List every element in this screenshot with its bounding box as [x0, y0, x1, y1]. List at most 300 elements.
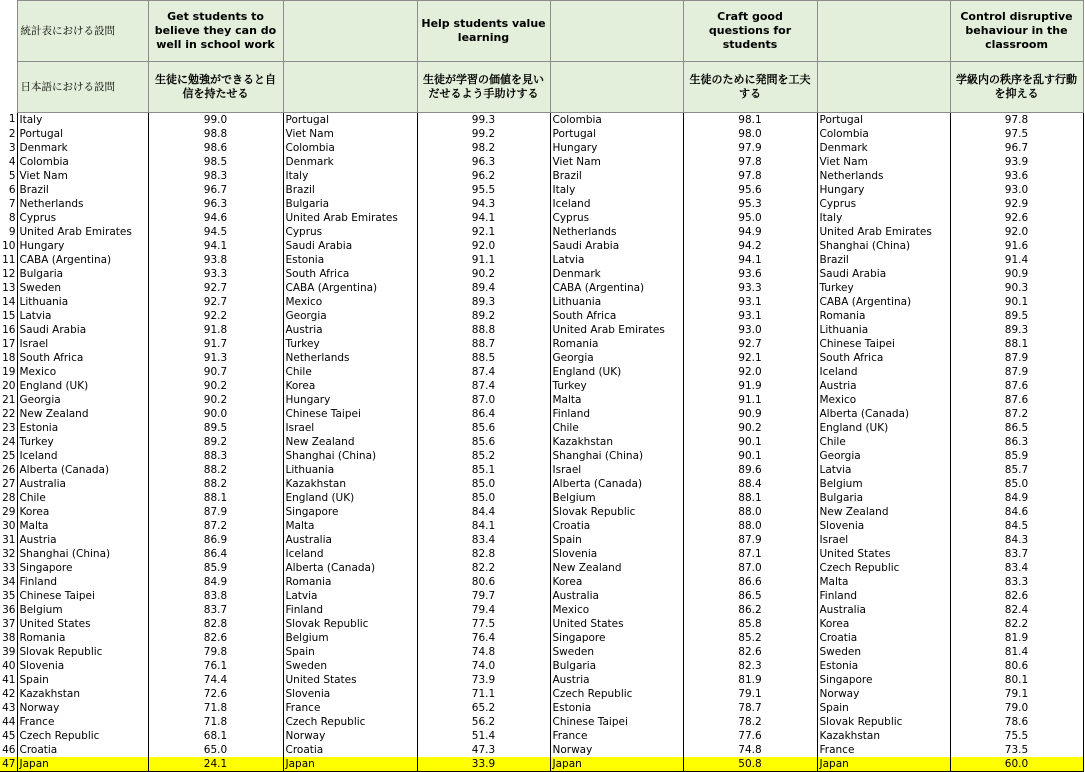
- country-col4: Belgium: [817, 477, 950, 491]
- table-row: [0, 281, 1083, 295]
- row-number: 44: [2, 715, 16, 728]
- table-row: [0, 617, 1083, 631]
- value-col1: 72.6: [148, 687, 283, 701]
- value-col2: 94.3: [417, 197, 550, 211]
- country-col1: Mexico: [17, 365, 148, 379]
- country-col1: Estonia: [17, 421, 148, 435]
- country-col3: Shanghai (China): [550, 449, 683, 463]
- value-col3: 79.1: [683, 687, 817, 701]
- row-label-japanese: 日本語における設問: [17, 62, 148, 113]
- value-col2: 88.5: [417, 351, 550, 365]
- country-col1: Netherlands: [17, 197, 148, 211]
- value-col2: 56.2: [417, 715, 550, 729]
- country-col2: Slovak Republic: [283, 617, 417, 631]
- table-row: [0, 379, 1083, 393]
- value-col3: 77.6: [683, 729, 817, 743]
- country-col3: Croatia: [550, 519, 683, 533]
- country-col4: Kazakhstan: [817, 729, 950, 743]
- row-number: 27: [2, 477, 16, 490]
- country-col1: Spain: [17, 673, 148, 687]
- country-col2: Estonia: [283, 253, 417, 267]
- row-number: 7: [8, 197, 16, 210]
- value-col1: 88.3: [148, 449, 283, 463]
- country-col3: Korea: [550, 575, 683, 589]
- table-row: [0, 309, 1083, 323]
- row-number: 12: [2, 267, 16, 280]
- row-number: 32: [2, 547, 16, 560]
- value-col1: 82.6: [148, 631, 283, 645]
- row-number: 16: [2, 323, 16, 336]
- country-col2: United Arab Emirates: [283, 211, 417, 225]
- value-col2: 99.3: [417, 113, 550, 128]
- header-row-ja: [0, 62, 1083, 113]
- country-col2: Kazakhstan: [283, 477, 417, 491]
- country-col2: Iceland: [283, 547, 417, 561]
- row-number: 24: [2, 435, 16, 448]
- value-col3: 97.9: [683, 141, 817, 155]
- value-col4: 84.3: [950, 533, 1083, 547]
- value-col1: 98.6: [148, 141, 283, 155]
- value-col3: 82.6: [683, 645, 817, 659]
- country-col1: England (UK): [17, 379, 148, 393]
- country-col3: United States: [550, 617, 683, 631]
- country-col2: Lithuania: [283, 463, 417, 477]
- value-col1: 92.2: [148, 309, 283, 323]
- country-col3: CABA (Argentina): [550, 281, 683, 295]
- country-col4: Chinese Taipei: [817, 337, 950, 351]
- table-row: [0, 337, 1083, 351]
- country-col1: Georgia: [17, 393, 148, 407]
- value-col2: 99.2: [417, 127, 550, 141]
- header-row-en: [0, 1, 1083, 62]
- country-col4: United States: [817, 547, 950, 561]
- table-row: [0, 561, 1083, 575]
- value-col1: 94.6: [148, 211, 283, 225]
- row-number: 9: [8, 225, 16, 238]
- country-col1: Colombia: [17, 155, 148, 169]
- value-col4: 84.5: [950, 519, 1083, 533]
- value-col1: 98.8: [148, 127, 283, 141]
- value-col2: 94.1: [417, 211, 550, 225]
- country-col2: Chile: [283, 365, 417, 379]
- value-col3: 93.1: [683, 309, 817, 323]
- country-col1: France: [17, 715, 148, 729]
- table-row: [0, 547, 1083, 561]
- table-row: [0, 477, 1083, 491]
- table-row: [0, 463, 1083, 477]
- country-col3: Bulgaria: [550, 659, 683, 673]
- row-number: 10: [2, 239, 16, 252]
- country-col4: Romania: [817, 309, 950, 323]
- value-col4: 83.7: [950, 547, 1083, 561]
- value-col2: 89.3: [417, 295, 550, 309]
- country-col3: Viet Nam: [550, 155, 683, 169]
- value-col4: 93.9: [950, 155, 1083, 169]
- row-number: 21: [2, 393, 16, 406]
- country-col1: Romania: [17, 631, 148, 645]
- value-col1: 65.0: [148, 743, 283, 757]
- country-col1: United Arab Emirates: [17, 225, 148, 239]
- table-row: [0, 645, 1083, 659]
- country-col3: Denmark: [550, 267, 683, 281]
- country-col4: Lithuania: [817, 323, 950, 337]
- value-col2: 84.1: [417, 519, 550, 533]
- country-col1: Czech Republic: [17, 729, 148, 743]
- country-col4: Turkey: [817, 281, 950, 295]
- country-col3: Brazil: [550, 169, 683, 183]
- value-col4: 81.9: [950, 631, 1083, 645]
- country-col2: Mexico: [283, 295, 417, 309]
- value-col4: 84.6: [950, 505, 1083, 519]
- value-col2: 87.0: [417, 393, 550, 407]
- value-col1: 82.8: [148, 617, 283, 631]
- value-col4: 83.3: [950, 575, 1083, 589]
- value-col2: 77.5: [417, 617, 550, 631]
- value-col1: 71.8: [148, 701, 283, 715]
- table-row: [0, 141, 1083, 155]
- row-number: 34: [2, 575, 16, 588]
- value-col3: 93.3: [683, 281, 817, 295]
- value-col4: 82.6: [950, 589, 1083, 603]
- value-col4: 93.6: [950, 169, 1083, 183]
- country-col3: Portugal: [550, 127, 683, 141]
- value-col3: 98.1: [683, 113, 817, 128]
- value-col3: 90.9: [683, 407, 817, 421]
- country-col4: Brazil: [817, 253, 950, 267]
- row-number: 2: [8, 127, 16, 140]
- value-col1: 86.9: [148, 533, 283, 547]
- value-col4: 86.3: [950, 435, 1083, 449]
- value-col2: 82.8: [417, 547, 550, 561]
- row-number: 26: [2, 463, 16, 476]
- value-col3: 87.9: [683, 533, 817, 547]
- value-col2: 83.4: [417, 533, 550, 547]
- value-col3: 97.8: [683, 155, 817, 169]
- country-col3: Mexico: [550, 603, 683, 617]
- value-col3: 88.0: [683, 505, 817, 519]
- value-col1: 93.8: [148, 253, 283, 267]
- value-col1: 85.9: [148, 561, 283, 575]
- country-col2: New Zealand: [283, 435, 417, 449]
- country-col4: Portugal: [817, 113, 950, 128]
- value-col4: 97.5: [950, 127, 1083, 141]
- value-col4: 83.4: [950, 561, 1083, 575]
- country-col1: Portugal: [17, 127, 148, 141]
- value-col1: 68.1: [148, 729, 283, 743]
- value-col4: 96.7: [950, 141, 1083, 155]
- country-col4: Hungary: [817, 183, 950, 197]
- value-col4: 90.3: [950, 281, 1083, 295]
- country-col3: Hungary: [550, 141, 683, 155]
- header-ja-col4: 学級内の秩序を乱す行動を抑える: [950, 62, 1083, 113]
- value-col3: 98.0: [683, 127, 817, 141]
- value-col3: 86.2: [683, 603, 817, 617]
- row-number: 47: [0, 757, 17, 772]
- country-col3: Czech Republic: [550, 687, 683, 701]
- country-col3: Chile: [550, 421, 683, 435]
- row-number: 46: [2, 743, 16, 756]
- table-row: [0, 211, 1083, 225]
- value-col3: 81.9: [683, 673, 817, 687]
- value-col1: 87.2: [148, 519, 283, 533]
- row-number: 11: [2, 253, 16, 266]
- table-row: [0, 197, 1083, 211]
- value-col4: 91.6: [950, 239, 1083, 253]
- row-number: 42: [2, 687, 16, 700]
- table-row: [0, 393, 1083, 407]
- value-col1: 99.0: [148, 113, 283, 128]
- table-row: [0, 113, 1083, 128]
- country-col3: Singapore: [550, 631, 683, 645]
- country-col1: Latvia: [17, 309, 148, 323]
- value-col2: 85.6: [417, 435, 550, 449]
- header-en-col1: Get students to believe they can do well in school work: [148, 1, 283, 62]
- table-row: [0, 533, 1083, 547]
- value-col2: 87.4: [417, 379, 550, 393]
- value-col3: 92.7: [683, 337, 817, 351]
- country-col1: Malta: [17, 519, 148, 533]
- header-ja-col3: 生徒のために発問を工夫する: [683, 62, 817, 113]
- row-number: 19: [2, 365, 16, 378]
- row-number: 39: [2, 645, 16, 658]
- table-row: [0, 659, 1083, 673]
- value-col2: 85.2: [417, 449, 550, 463]
- table-row: [0, 519, 1083, 533]
- country-col2: Romania: [283, 575, 417, 589]
- row-number: 18: [2, 351, 16, 364]
- row-number: 17: [2, 337, 16, 350]
- value-col3: 86.6: [683, 575, 817, 589]
- value-col1: 86.4: [148, 547, 283, 561]
- country-col2: Israel: [283, 421, 417, 435]
- value-col1: 83.7: [148, 603, 283, 617]
- country-col1: New Zealand: [17, 407, 148, 421]
- table-row: [0, 169, 1083, 183]
- value-col4: 92.6: [950, 211, 1083, 225]
- value-col3: 85.2: [683, 631, 817, 645]
- value-col2: 85.6: [417, 421, 550, 435]
- value-col2: 91.1: [417, 253, 550, 267]
- country-col4: Australia: [817, 603, 950, 617]
- country-col2: Austria: [283, 323, 417, 337]
- country-col2: Denmark: [283, 155, 417, 169]
- table-row: [0, 757, 1083, 772]
- value-col4: 79.1: [950, 687, 1083, 701]
- country-col4: Denmark: [817, 141, 950, 155]
- value-col2: 85.0: [417, 477, 550, 491]
- value-col2: 82.2: [417, 561, 550, 575]
- country-col2: Cyprus: [283, 225, 417, 239]
- value-col4: 78.6: [950, 715, 1083, 729]
- country-col3: Latvia: [550, 253, 683, 267]
- value-col1: 24.1: [148, 757, 283, 772]
- country-col1: Bulgaria: [17, 267, 148, 281]
- country-col2: Viet Nam: [283, 127, 417, 141]
- country-col4: Shanghai (China): [817, 239, 950, 253]
- value-col3: 82.3: [683, 659, 817, 673]
- value-col2: 96.3: [417, 155, 550, 169]
- country-col2: Norway: [283, 729, 417, 743]
- table-row: [0, 421, 1083, 435]
- country-col1: Shanghai (China): [17, 547, 148, 561]
- country-col3: Austria: [550, 673, 683, 687]
- value-col4: 81.4: [950, 645, 1083, 659]
- value-col2: 96.2: [417, 169, 550, 183]
- country-col1: Japan: [17, 757, 148, 772]
- row-number: 8: [8, 211, 16, 224]
- value-col1: 92.7: [148, 295, 283, 309]
- value-col2: 47.3: [417, 743, 550, 757]
- table-row: [0, 239, 1083, 253]
- value-col1: 91.7: [148, 337, 283, 351]
- country-col1: Alberta (Canada): [17, 463, 148, 477]
- country-col2: Czech Republic: [283, 715, 417, 729]
- value-col3: 94.1: [683, 253, 817, 267]
- country-col2: Portugal: [283, 113, 417, 128]
- country-col3: Belgium: [550, 491, 683, 505]
- country-col1: Viet Nam: [17, 169, 148, 183]
- country-col2: Saudi Arabia: [283, 239, 417, 253]
- value-col1: 90.7: [148, 365, 283, 379]
- header-en-col4: Control disruptive behaviour in the classroom: [950, 1, 1083, 62]
- country-col3: Chinese Taipei: [550, 715, 683, 729]
- country-col3: Sweden: [550, 645, 683, 659]
- value-col4: 92.0: [950, 225, 1083, 239]
- value-col4: 73.5: [950, 743, 1083, 757]
- value-col3: 50.8: [683, 757, 817, 772]
- country-col3: France: [550, 729, 683, 743]
- value-col1: 94.1: [148, 239, 283, 253]
- country-col4: Austria: [817, 379, 950, 393]
- country-col2: Alberta (Canada): [283, 561, 417, 575]
- country-col1: Sweden: [17, 281, 148, 295]
- value-col2: 89.4: [417, 281, 550, 295]
- country-col1: Turkey: [17, 435, 148, 449]
- value-col2: 85.0: [417, 491, 550, 505]
- country-col1: Chinese Taipei: [17, 589, 148, 603]
- country-col3: Alberta (Canada): [550, 477, 683, 491]
- value-col4: 97.8: [950, 113, 1083, 128]
- row-number: 3: [8, 141, 16, 154]
- table-row: [0, 365, 1083, 379]
- country-col4: Slovenia: [817, 519, 950, 533]
- value-col1: 98.5: [148, 155, 283, 169]
- country-col1: Belgium: [17, 603, 148, 617]
- value-col1: 90.2: [148, 379, 283, 393]
- country-col1: Iceland: [17, 449, 148, 463]
- country-col4: Alberta (Canada): [817, 407, 950, 421]
- value-col3: 93.0: [683, 323, 817, 337]
- country-col1: Korea: [17, 505, 148, 519]
- value-col1: 87.9: [148, 505, 283, 519]
- row-number: 35: [2, 589, 16, 602]
- country-col1: Croatia: [17, 743, 148, 757]
- value-col4: 85.7: [950, 463, 1083, 477]
- table-row: [0, 155, 1083, 169]
- country-col1: Norway: [17, 701, 148, 715]
- row-number: 31: [2, 533, 16, 546]
- row-number: 45: [2, 729, 16, 742]
- value-col1: 93.3: [148, 267, 283, 281]
- table-row: [0, 603, 1083, 617]
- value-col4: 93.0: [950, 183, 1083, 197]
- value-col2: 92.0: [417, 239, 550, 253]
- country-col1: Denmark: [17, 141, 148, 155]
- table-row: [0, 323, 1083, 337]
- country-col2: Netherlands: [283, 351, 417, 365]
- country-col4: Singapore: [817, 673, 950, 687]
- table-row: [0, 575, 1083, 589]
- value-col2: 88.8: [417, 323, 550, 337]
- value-col1: 89.5: [148, 421, 283, 435]
- country-col1: Austria: [17, 533, 148, 547]
- value-col2: 92.1: [417, 225, 550, 239]
- row-number: 6: [8, 183, 16, 196]
- value-col1: 98.3: [148, 169, 283, 183]
- value-col3: 87.1: [683, 547, 817, 561]
- row-number: 33: [2, 561, 16, 574]
- country-col2: Shanghai (China): [283, 449, 417, 463]
- value-col2: 65.2: [417, 701, 550, 715]
- country-col2: England (UK): [283, 491, 417, 505]
- country-col3: Japan: [550, 757, 683, 772]
- table-row: [0, 225, 1083, 239]
- table-row: [0, 729, 1083, 743]
- country-col1: Brazil: [17, 183, 148, 197]
- table-row: [0, 715, 1083, 729]
- country-col4: Georgia: [817, 449, 950, 463]
- row-label-stats: 統計表における設問: [17, 1, 148, 62]
- value-col2: 80.6: [417, 575, 550, 589]
- value-col1: 90.0: [148, 407, 283, 421]
- country-col4: New Zealand: [817, 505, 950, 519]
- country-col4: Norway: [817, 687, 950, 701]
- value-col1: 88.2: [148, 463, 283, 477]
- country-col2: Hungary: [283, 393, 417, 407]
- value-col1: 71.8: [148, 715, 283, 729]
- country-col2: Singapore: [283, 505, 417, 519]
- value-col4: 79.0: [950, 701, 1083, 715]
- value-col4: 90.1: [950, 295, 1083, 309]
- value-col3: 90.2: [683, 421, 817, 435]
- value-col2: 89.2: [417, 309, 550, 323]
- country-col2: Georgia: [283, 309, 417, 323]
- value-col2: 79.7: [417, 589, 550, 603]
- country-col3: New Zealand: [550, 561, 683, 575]
- table-row: [0, 505, 1083, 519]
- table-row: [0, 701, 1083, 715]
- country-col4: France: [817, 743, 950, 757]
- country-col3: England (UK): [550, 365, 683, 379]
- country-col2: CABA (Argentina): [283, 281, 417, 295]
- table-row: [0, 435, 1083, 449]
- value-col1: 76.1: [148, 659, 283, 673]
- value-col2: 88.7: [417, 337, 550, 351]
- country-col3: Israel: [550, 463, 683, 477]
- value-col3: 94.9: [683, 225, 817, 239]
- row-number: 40: [2, 659, 16, 672]
- table-row: [0, 295, 1083, 309]
- country-col3: Iceland: [550, 197, 683, 211]
- country-col4: South Africa: [817, 351, 950, 365]
- value-col2: 98.2: [417, 141, 550, 155]
- country-col3: Cyprus: [550, 211, 683, 225]
- table-row: [0, 743, 1083, 757]
- value-col4: 86.5: [950, 421, 1083, 435]
- table-row: [0, 407, 1083, 421]
- country-col4: Latvia: [817, 463, 950, 477]
- value-col3: 95.3: [683, 197, 817, 211]
